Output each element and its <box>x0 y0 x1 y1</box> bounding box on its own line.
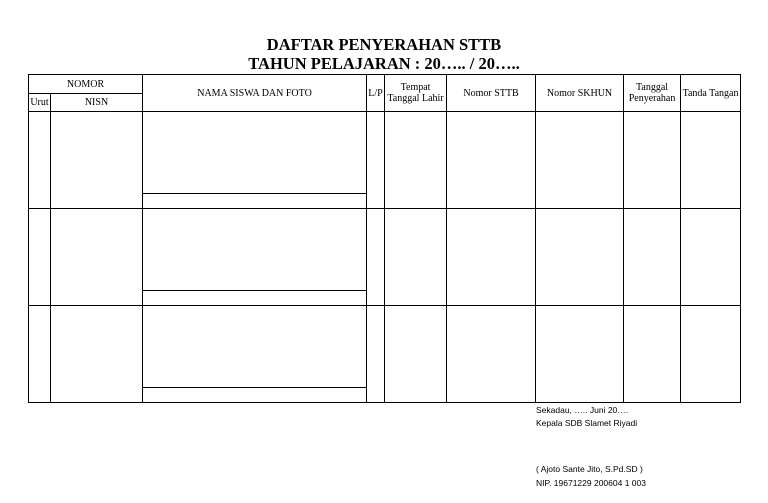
cell-nomor-skhun <box>536 112 624 209</box>
header-lp: L/P <box>367 75 385 112</box>
table-row <box>29 209 741 291</box>
cell-nama-siswa <box>143 194 367 209</box>
cell-lp <box>367 209 385 306</box>
cell-photo <box>143 209 367 291</box>
cell-urut <box>29 112 51 209</box>
header-tanggal-lahir-label: Tanggal Lahir <box>387 93 444 104</box>
cell-nomor-skhun <box>536 306 624 403</box>
cell-nisn <box>51 306 143 403</box>
signature-name: ( Ajoto Sante Jito, S.Pd.SD ) <box>536 464 643 474</box>
cell-nisn <box>51 112 143 209</box>
cell-lp <box>367 112 385 209</box>
handover-table <box>28 74 741 403</box>
cell-lp <box>367 306 385 403</box>
header-penyerahan-label: Penyerahan <box>628 93 676 104</box>
cell-urut <box>29 209 51 306</box>
cell-nama-siswa <box>143 388 367 403</box>
header-tempat-label: Tempat <box>400 82 431 93</box>
header-nisn: NISN <box>51 94 143 112</box>
cell-tanda-tangan <box>681 306 741 403</box>
table-row <box>29 112 741 194</box>
cell-urut <box>29 306 51 403</box>
academic-year-title: TAHUN PELAJARAN : 20….. / 20….. <box>248 54 520 73</box>
cell-tanda-tangan <box>681 112 741 209</box>
signature-nip: NIP. 19671229 200604 1 003 <box>536 478 646 488</box>
cell-photo <box>143 112 367 194</box>
header-tanda-tangan: Tanda Tangan <box>681 75 741 112</box>
document-title: DAFTAR PENYERAHAN STTB <box>266 35 502 54</box>
header-urut: Urut <box>29 94 51 112</box>
cell-tempat-tanggal-lahir <box>385 209 447 306</box>
header-nomor-skhun: Nomor SKHUN <box>536 75 624 112</box>
cell-nisn <box>51 209 143 306</box>
cell-nomor-sttb <box>447 112 536 209</box>
cell-nama-siswa <box>143 291 367 306</box>
cell-tanggal-penyerahan <box>624 209 681 306</box>
header-nomor: NOMOR <box>29 75 143 94</box>
cell-nomor-sttb <box>447 209 536 306</box>
cell-tanggal-penyerahan <box>624 112 681 209</box>
cell-nomor-sttb <box>447 306 536 403</box>
header-nama-siswa: NAMA SISWA DAN FOTO <box>143 75 367 112</box>
cell-tanggal-penyerahan <box>624 306 681 403</box>
header-nomor-sttb: Nomor STTB <box>447 75 536 112</box>
signature-place-date: Sekadau, ….. Juni 20…. <box>536 405 629 415</box>
cell-tempat-tanggal-lahir <box>385 306 447 403</box>
table-row <box>29 306 741 388</box>
cell-nomor-skhun <box>536 209 624 306</box>
header-tanggal-penyerahan <box>624 75 681 112</box>
cell-tanda-tangan <box>681 209 741 306</box>
header-tempat-tanggal-lahir <box>385 75 447 112</box>
cell-tempat-tanggal-lahir <box>385 112 447 209</box>
header-tanggal-label: Tanggal <box>635 82 669 93</box>
cell-photo <box>143 306 367 388</box>
signature-position: Kepala SDB Slamet Riyadi <box>536 418 638 428</box>
